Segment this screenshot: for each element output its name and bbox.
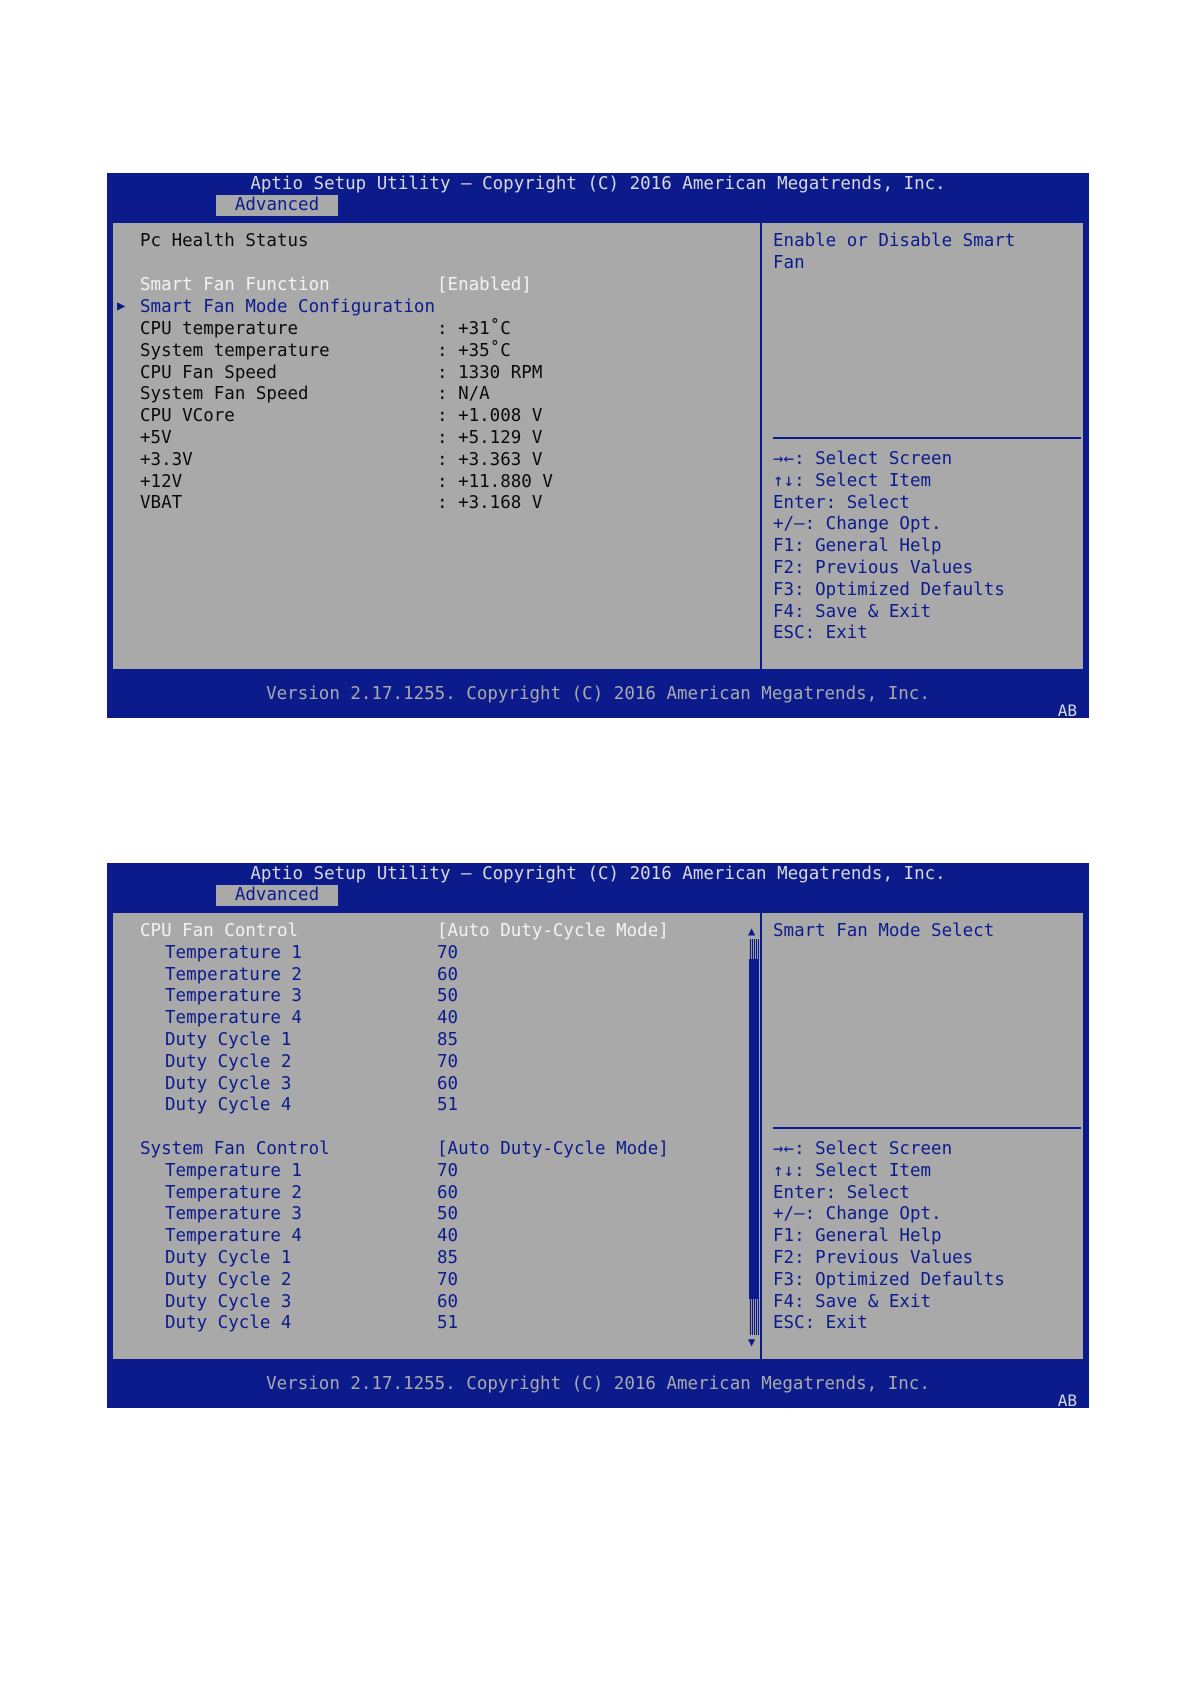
fan-setting-label[interactable]: Temperature 4 <box>165 1008 302 1029</box>
main-panel <box>107 906 1089 1366</box>
main-panel <box>107 216 1089 676</box>
fan-setting-value[interactable]: 70 <box>437 1051 459 1072</box>
reading-label: CPU VCore <box>140 406 235 427</box>
fan-setting-value[interactable]: 70 <box>437 1160 459 1181</box>
section-title: Pc Health Status <box>140 231 309 251</box>
key-legend-line: Enter: Select <box>773 492 910 513</box>
reading-value: : +35˚C <box>437 340 511 361</box>
fan-control-label[interactable]: CPU Fan Control <box>140 921 299 941</box>
tab-advanced[interactable]: Advanced <box>216 195 338 216</box>
reading-label: CPU Fan Speed <box>140 362 277 383</box>
reading-value: : N/A <box>437 384 490 405</box>
fan-control-value[interactable]: [Auto Duty-Cycle Mode] <box>437 921 669 941</box>
fan-setting-label[interactable]: Temperature 3 <box>165 986 302 1007</box>
fan-control-label[interactable]: System Fan Control <box>140 1139 330 1159</box>
key-legend-line: →←: Select Screen <box>773 449 953 469</box>
fan-setting-value[interactable]: 51 <box>437 1313 459 1334</box>
fan-setting-label[interactable]: Temperature 2 <box>165 964 302 985</box>
fan-setting-value[interactable]: 40 <box>437 1008 459 1029</box>
badge-ab: AB <box>1057 701 1077 720</box>
fan-setting-label[interactable]: Duty Cycle 3 <box>165 1291 292 1312</box>
reading-value: : 1330 RPM <box>437 362 543 383</box>
fan-setting-value[interactable]: 50 <box>437 986 459 1007</box>
fan-setting-label[interactable]: Duty Cycle 1 <box>165 1030 292 1050</box>
scrollbar-track[interactable] <box>749 959 759 1299</box>
help-separator <box>773 1127 1081 1129</box>
reading-value: : +5.129 V <box>437 428 543 448</box>
reading-value: : +3.168 V <box>437 493 543 514</box>
fan-setting-label[interactable]: Temperature 3 <box>165 1204 302 1225</box>
panel-divider <box>760 221 762 671</box>
fan-control-value[interactable]: [Auto Duty-Cycle Mode] <box>437 1139 669 1159</box>
help-text-line-2: Fan <box>773 253 805 273</box>
scrollbar-thumb-top[interactable] <box>749 939 759 959</box>
key-legend-line: F3: Optimized Defaults <box>773 579 1005 600</box>
reading-label: System temperature <box>140 340 330 361</box>
smart-fan-function-label[interactable]: Smart Fan Function <box>140 275 330 295</box>
scroll-up-icon[interactable]: ▲ <box>748 924 756 938</box>
fan-setting-value[interactable]: 60 <box>437 1073 459 1094</box>
scroll-down-icon[interactable]: ▼ <box>748 1335 756 1349</box>
scrollbar-thumb-bottom[interactable] <box>749 1299 759 1335</box>
submenu-arrow-icon: ▶ <box>117 298 126 314</box>
key-legend-line: +/–: Change Opt. <box>773 514 942 535</box>
fan-setting-value[interactable]: 51 <box>437 1095 459 1116</box>
reading-label: System Fan Speed <box>140 384 309 405</box>
bios-screen-smart-fan-mode <box>107 863 1089 1408</box>
version-text: Version 2.17.1255. Copyright (C) 2016 American Megatrends, Inc. <box>266 684 930 704</box>
fan-setting-value[interactable]: 60 <box>437 1182 459 1203</box>
main-panel-inner <box>111 221 1085 671</box>
main-panel-inner <box>111 911 1085 1361</box>
reading-value: : +11.880 V <box>437 471 553 492</box>
panel-divider <box>760 911 762 1361</box>
fan-setting-label[interactable]: Duty Cycle 4 <box>165 1095 292 1116</box>
key-legend-line: ↑↓: Select Item <box>773 1160 932 1181</box>
help-separator <box>773 437 1081 439</box>
bios-screen-pc-health <box>107 173 1089 718</box>
key-legend-line: →←: Select Screen <box>773 1139 953 1159</box>
fan-setting-label[interactable]: Duty Cycle 3 <box>165 1073 292 1094</box>
title-bar <box>107 863 1089 906</box>
key-legend-line: F1: General Help <box>773 536 942 557</box>
version-text: Version 2.17.1255. Copyright (C) 2016 American Megatrends, Inc. <box>266 1374 930 1394</box>
fan-setting-label[interactable]: Temperature 2 <box>165 1182 302 1203</box>
key-legend-line: ↑↓: Select Item <box>773 470 932 491</box>
fan-setting-value[interactable]: 50 <box>437 1204 459 1225</box>
fan-setting-value[interactable]: 85 <box>437 1248 459 1268</box>
key-legend-line: F4: Save & Exit <box>773 1291 932 1312</box>
fan-setting-value[interactable]: 60 <box>437 964 459 985</box>
badge-ab: AB <box>1057 1391 1077 1410</box>
footer-bar <box>107 1366 1089 1408</box>
key-legend-line: F4: Save & Exit <box>773 601 932 622</box>
utility-title: Aptio Setup Utility – Copyright (C) 2016 American Megatrends, Inc. <box>250 864 946 884</box>
help-text-line-1: Enable or Disable Smart <box>773 231 1016 251</box>
title-bar <box>107 173 1089 216</box>
fan-setting-value[interactable]: 70 <box>437 942 459 963</box>
key-legend-line: ESC: Exit <box>773 623 868 644</box>
reading-value: : +31˚C <box>437 319 511 339</box>
fan-setting-value[interactable]: 70 <box>437 1269 459 1290</box>
utility-title: Aptio Setup Utility – Copyright (C) 2016 American Megatrends, Inc. <box>250 174 946 194</box>
key-legend-line: Enter: Select <box>773 1182 910 1203</box>
key-legend-line: F1: General Help <box>773 1226 942 1247</box>
fan-setting-label[interactable]: Duty Cycle 2 <box>165 1269 292 1290</box>
reading-label: +5V <box>140 428 172 448</box>
fan-setting-value[interactable]: 85 <box>437 1030 459 1050</box>
reading-value: : +1.008 V <box>437 406 543 427</box>
key-legend-line: ESC: Exit <box>773 1313 868 1334</box>
fan-setting-label[interactable]: Duty Cycle 4 <box>165 1313 292 1334</box>
fan-setting-label[interactable]: Temperature 1 <box>165 1160 302 1181</box>
reading-label: CPU temperature <box>140 319 299 339</box>
smart-fan-mode-configuration-link[interactable]: Smart Fan Mode Configuration <box>140 297 436 317</box>
key-legend-line: F2: Previous Values <box>773 558 974 578</box>
fan-setting-label[interactable]: Duty Cycle 1 <box>165 1248 292 1268</box>
smart-fan-function-value[interactable]: [Enabled] <box>437 275 532 295</box>
footer-bar <box>107 676 1089 718</box>
fan-setting-value[interactable]: 60 <box>437 1291 459 1312</box>
tab-advanced[interactable]: Advanced <box>216 885 338 906</box>
reading-label: +3.3V <box>140 449 193 470</box>
key-legend-line: +/–: Change Opt. <box>773 1204 942 1225</box>
key-legend-line: F3: Optimized Defaults <box>773 1269 1005 1290</box>
key-legend-line: F2: Previous Values <box>773 1248 974 1268</box>
fan-setting-label[interactable]: Duty Cycle 2 <box>165 1051 292 1072</box>
fan-setting-label[interactable]: Temperature 1 <box>165 942 302 963</box>
reading-label: +12V <box>140 471 183 492</box>
fan-setting-label[interactable]: Temperature 4 <box>165 1226 302 1247</box>
help-text: Smart Fan Mode Select <box>773 921 995 941</box>
reading-value: : +3.363 V <box>437 449 543 470</box>
fan-setting-value[interactable]: 40 <box>437 1226 459 1247</box>
reading-label: VBAT <box>140 493 183 514</box>
